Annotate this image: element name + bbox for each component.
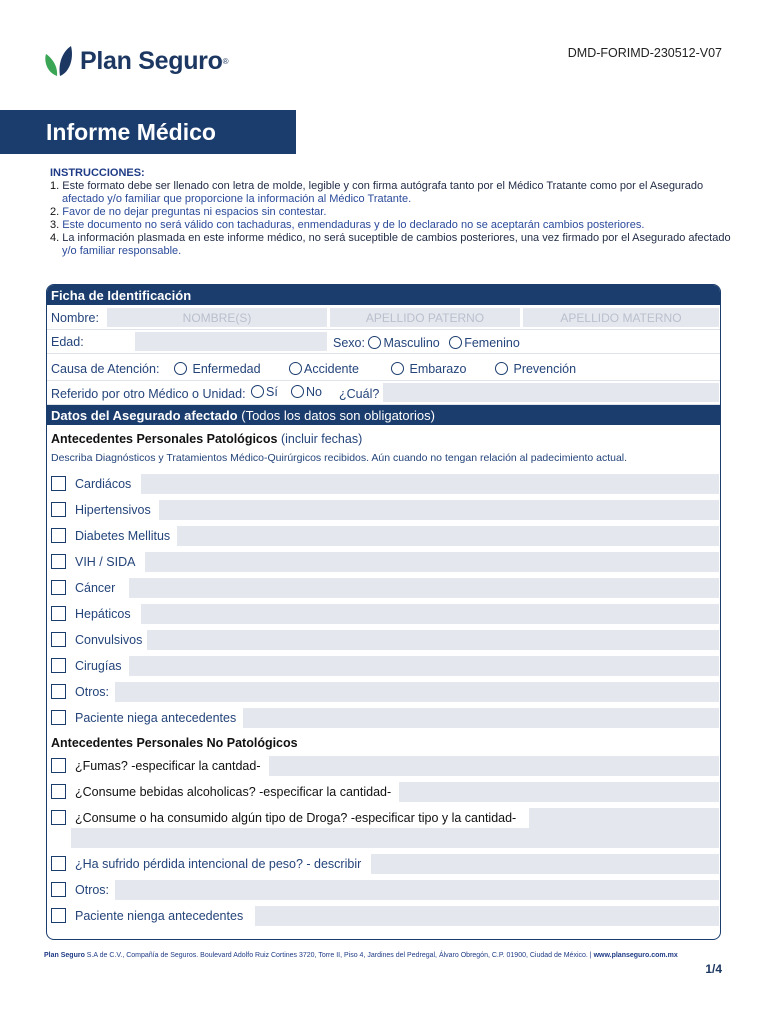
check-cardiacos: Cardiácos: [47, 471, 720, 495]
apellido-paterno-placeholder: APELLIDO PATERNO: [365, 311, 485, 325]
check-droga: ¿Consume o ha consumido algún tipo de Droga? -especificar tipo y la cantidad-: [47, 805, 720, 851]
causa-opt-embarazo: Embarazo: [391, 362, 466, 376]
peso-field[interactable]: [371, 854, 719, 874]
asegurado-header: Datos del Asegurado afectado (Todos los datos son obligatorios): [47, 405, 720, 425]
patologicos-title: Antecedentes Personales Patológicos (incluir fechas): [51, 432, 363, 446]
brand-name: Plan Seguro: [80, 46, 223, 75]
check-hipertensivos: Hipertensivos: [47, 497, 720, 521]
check-fumas: ¿Fumas? -especificar la cantdad-: [47, 753, 720, 777]
checkbox[interactable]: [51, 580, 66, 595]
hepaticos-field[interactable]: [141, 604, 719, 624]
checkbox[interactable]: [51, 684, 66, 699]
checkbox[interactable]: [51, 606, 66, 621]
radio-prevencion[interactable]: [495, 362, 508, 375]
checkbox[interactable]: [51, 758, 66, 773]
cardiacos-field[interactable]: [141, 474, 719, 494]
referido-si: Sí: [251, 385, 278, 399]
website-link[interactable]: www.planseguro.com.mx: [593, 952, 678, 959]
check-peso: ¿Ha sufrido pérdida intencional de peso? - describir: [47, 851, 720, 875]
edad-label: Edad:: [51, 335, 84, 349]
edad-row: [47, 330, 720, 354]
apellido-materno-placeholder: APELLIDO MATERNO: [560, 311, 682, 325]
convulsivos-field[interactable]: [147, 630, 719, 650]
radio-embarazo[interactable]: [391, 362, 404, 375]
checkbox[interactable]: [51, 476, 66, 491]
checkbox[interactable]: [51, 908, 66, 923]
radio-femenino[interactable]: [449, 336, 462, 349]
patologicos-description: Describa Diagnósticos y Tratamientos Médico-Quirúrgicos recibidos. Aún cuando no tengan relación al padecimiento actual.: [51, 452, 628, 464]
sexo-group: Sexo: Masculino Femenino: [333, 336, 520, 350]
instruction-item: 3. Este documento no será válido con tachaduras, enmendaduras y de lo declarado no se aceptarán cambios posteriores.: [50, 219, 645, 231]
ficha-header: Ficha de Identificación: [47, 285, 720, 305]
referido-no: No: [291, 385, 322, 399]
causa-opt-enfermedad: Enfermedad: [174, 362, 261, 376]
otros-field[interactable]: [115, 682, 719, 702]
radio-enfermedad[interactable]: [174, 362, 187, 375]
fumas-field[interactable]: [269, 756, 719, 776]
instruction-item: 2. Favor de no dejar preguntas ni espacios sin contestar.: [50, 206, 327, 218]
instruction-item: 1. Este formato debe ser llenado con letra de molde, legible y con firma autógrafa tanto por el Médico Tratante como por el Asegurado: [50, 180, 704, 192]
check-vih: VIH / SIDA: [47, 549, 720, 573]
radio-no[interactable]: [291, 385, 304, 398]
check-cancer: Cáncer: [47, 575, 720, 599]
instructions: [50, 167, 750, 258]
alcohol-field[interactable]: [399, 782, 719, 802]
instruction-continuation: y/o familiar responsable.: [62, 245, 182, 257]
checkbox[interactable]: [51, 632, 66, 647]
causa-label: Causa de Atención:: [51, 362, 160, 376]
checkbox[interactable]: [51, 658, 66, 673]
droga-field[interactable]: [529, 808, 719, 828]
checkbox[interactable]: [51, 710, 66, 725]
causa-row: [47, 355, 720, 381]
sexo-label: Sexo:: [333, 336, 365, 350]
checkbox[interactable]: [51, 502, 66, 517]
footer: Plan Seguro S.A de C.V., Compañía de Seguros. Boulevard Adolfo Ruiz Cortines 3720, Torre II, Piso 4, Jardines del Pedregal, Álvaro Obregón, C.P. 01900, Ciudad de México. | www.planseguro.com.mx: [44, 952, 678, 959]
radio-si[interactable]: [251, 385, 264, 398]
medical-form: [46, 284, 721, 940]
causa-opt-prevencion: Prevención: [495, 362, 576, 376]
leaf-icon: [44, 44, 74, 78]
niega-field[interactable]: [243, 708, 719, 728]
cirugias-field[interactable]: [129, 656, 719, 676]
check-hepaticos: Hepáticos: [47, 601, 720, 625]
no-patologicos-title: Antecedentes Personales No Patológicos: [51, 736, 298, 750]
registered-mark: ®: [222, 56, 229, 66]
referido-label: Referido por otro Médico o Unidad:: [51, 387, 246, 401]
check-convulsivos: Convulsivos: [47, 627, 720, 651]
check-alcohol: ¿Consume bebidas alcoholicas? -especificar la cantidad-: [47, 779, 720, 803]
vih-field[interactable]: [145, 552, 719, 572]
checkbox[interactable]: [51, 882, 66, 897]
checkbox[interactable]: [51, 554, 66, 569]
edad-field[interactable]: [135, 332, 327, 351]
check-cirugias: Cirugías: [47, 653, 720, 677]
nombre-label: Nombre:: [51, 311, 99, 325]
cancer-field[interactable]: [129, 578, 719, 598]
hipertensivos-field[interactable]: [159, 500, 719, 520]
radio-masculino[interactable]: [368, 336, 381, 349]
cual-field[interactable]: [383, 383, 719, 402]
instruction-continuation: afectado y/o familiar que proporcione la información al Médico Tratante.: [62, 193, 412, 205]
checkbox[interactable]: [51, 784, 66, 799]
check-niega-np: Paciente nienga antecedentes: [47, 903, 720, 927]
check-niega: Paciente niega antecedentes: [47, 705, 720, 729]
checkbox[interactable]: [51, 528, 66, 543]
page-title: Informe Médico: [0, 110, 296, 154]
causa-opt-accidente: Accidente: [289, 362, 359, 376]
check-otros-np: Otros:: [47, 877, 720, 901]
radio-accidente[interactable]: [289, 362, 302, 375]
checkbox[interactable]: [51, 856, 66, 871]
check-otros: Otros:: [47, 679, 720, 703]
referido-row: [47, 381, 720, 405]
check-diabetes: Diabetes Mellitus: [47, 523, 720, 547]
document-code: DMD-FORIMD-230512-V07: [567, 46, 722, 60]
otros-np-field[interactable]: [115, 880, 719, 900]
checkbox[interactable]: [51, 810, 66, 825]
niega-np-field[interactable]: [255, 906, 719, 926]
nombre-placeholder: NOMBRE(S): [182, 311, 252, 325]
brand-logo: [44, 44, 228, 78]
droga-field-line2[interactable]: [71, 828, 719, 848]
nombre-row: [47, 306, 720, 330]
instruction-item: 4. La información plasmada en este informe médico, no será suceptible de cambios posteriores, una vez firmado por el Asegurado afectado: [50, 232, 731, 244]
instructions-title: INSTRUCCIONES:: [50, 167, 145, 179]
page-number: 1/4: [705, 962, 722, 976]
cual-label: ¿Cuál?: [339, 387, 380, 401]
diabetes-field[interactable]: [177, 526, 719, 546]
